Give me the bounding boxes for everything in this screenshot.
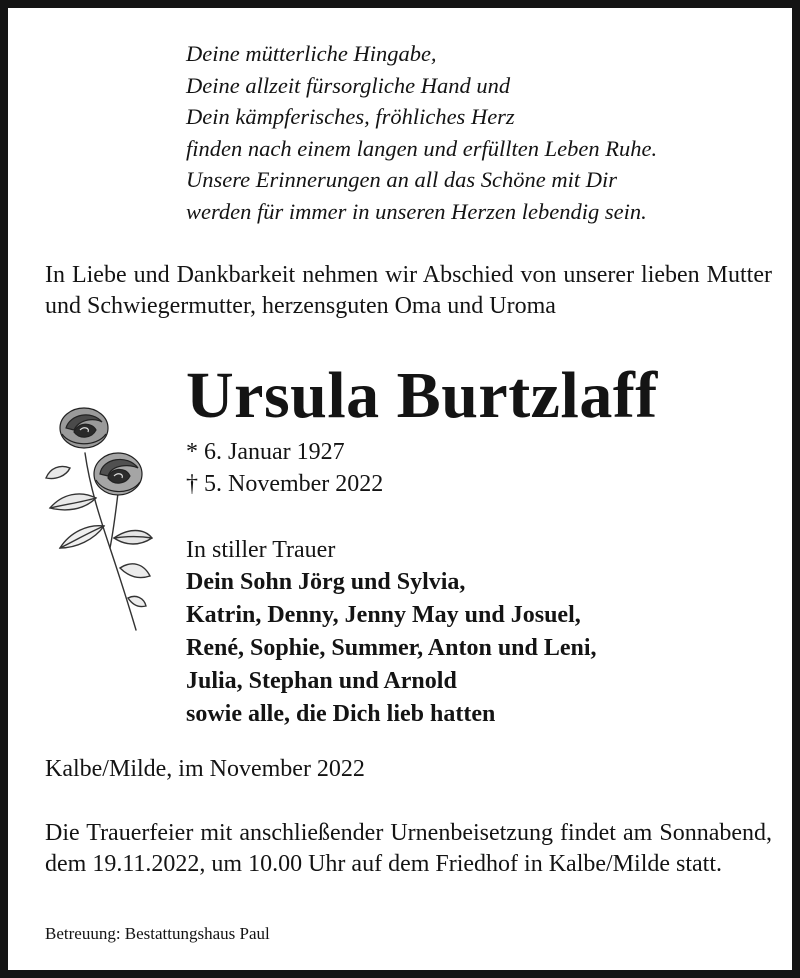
intro-text: In Liebe und Dankbarkeit nehmen wir Abschied von unserer lieben Mutter und Schwiegermutter, herzensguten Oma und Uroma: [45, 262, 772, 319]
poem-line: Deine mütterliche Hingabe,: [186, 41, 437, 66]
funeral-service-info: Die Trauerfeier mit anschließender Urnenbeisetzung findet am Sonnabend, dem 19.11.2022, um 10.00 Uhr auf dem Friedhof in Kalbe/Milde statt.: [45, 820, 772, 877]
poem-line: finden nach einem langen und erfüllten Leben Ruhe.: [186, 135, 658, 161]
poem-line: Dein kämpferisches, fröhliches Herz: [186, 104, 515, 129]
mourner-line: Katrin, Denny, Jenny May und Josuel,: [186, 602, 581, 628]
life-dates: [186, 436, 383, 500]
mourning-label: In stiller Trauer: [186, 537, 336, 563]
mourner-line: Dein Sohn Jörg und Sylvia,: [186, 569, 466, 595]
funeral-home-credit: Betreuung: Bestattungshaus Paul: [45, 924, 270, 943]
mourner-line: Julia, Stephan und Arnold: [186, 668, 457, 694]
rose-icon: [40, 398, 155, 638]
poem-line: Deine allzeit fürsorgliche Hand und: [186, 72, 511, 98]
death-date: † 5. November 2022: [186, 471, 384, 497]
deceased-name: Ursula Burtzlaff: [186, 359, 658, 432]
poem: [186, 38, 796, 227]
place-and-date: Kalbe/Milde, im November 2022: [45, 756, 365, 782]
mourner-line: sowie alle, die Dich lieb hatten: [186, 701, 496, 727]
mourner-line: René, Sophie, Summer, Anton und Leni,: [186, 635, 597, 661]
birth-date: * 6. Januar 1927: [186, 439, 345, 465]
poem-line: werden für immer in unseren Herzen lebendig sein.: [186, 198, 647, 224]
poem-line: Unsere Erinnerungen an all das Schöne mit Dir: [186, 167, 617, 192]
mourners-list: [186, 566, 597, 731]
